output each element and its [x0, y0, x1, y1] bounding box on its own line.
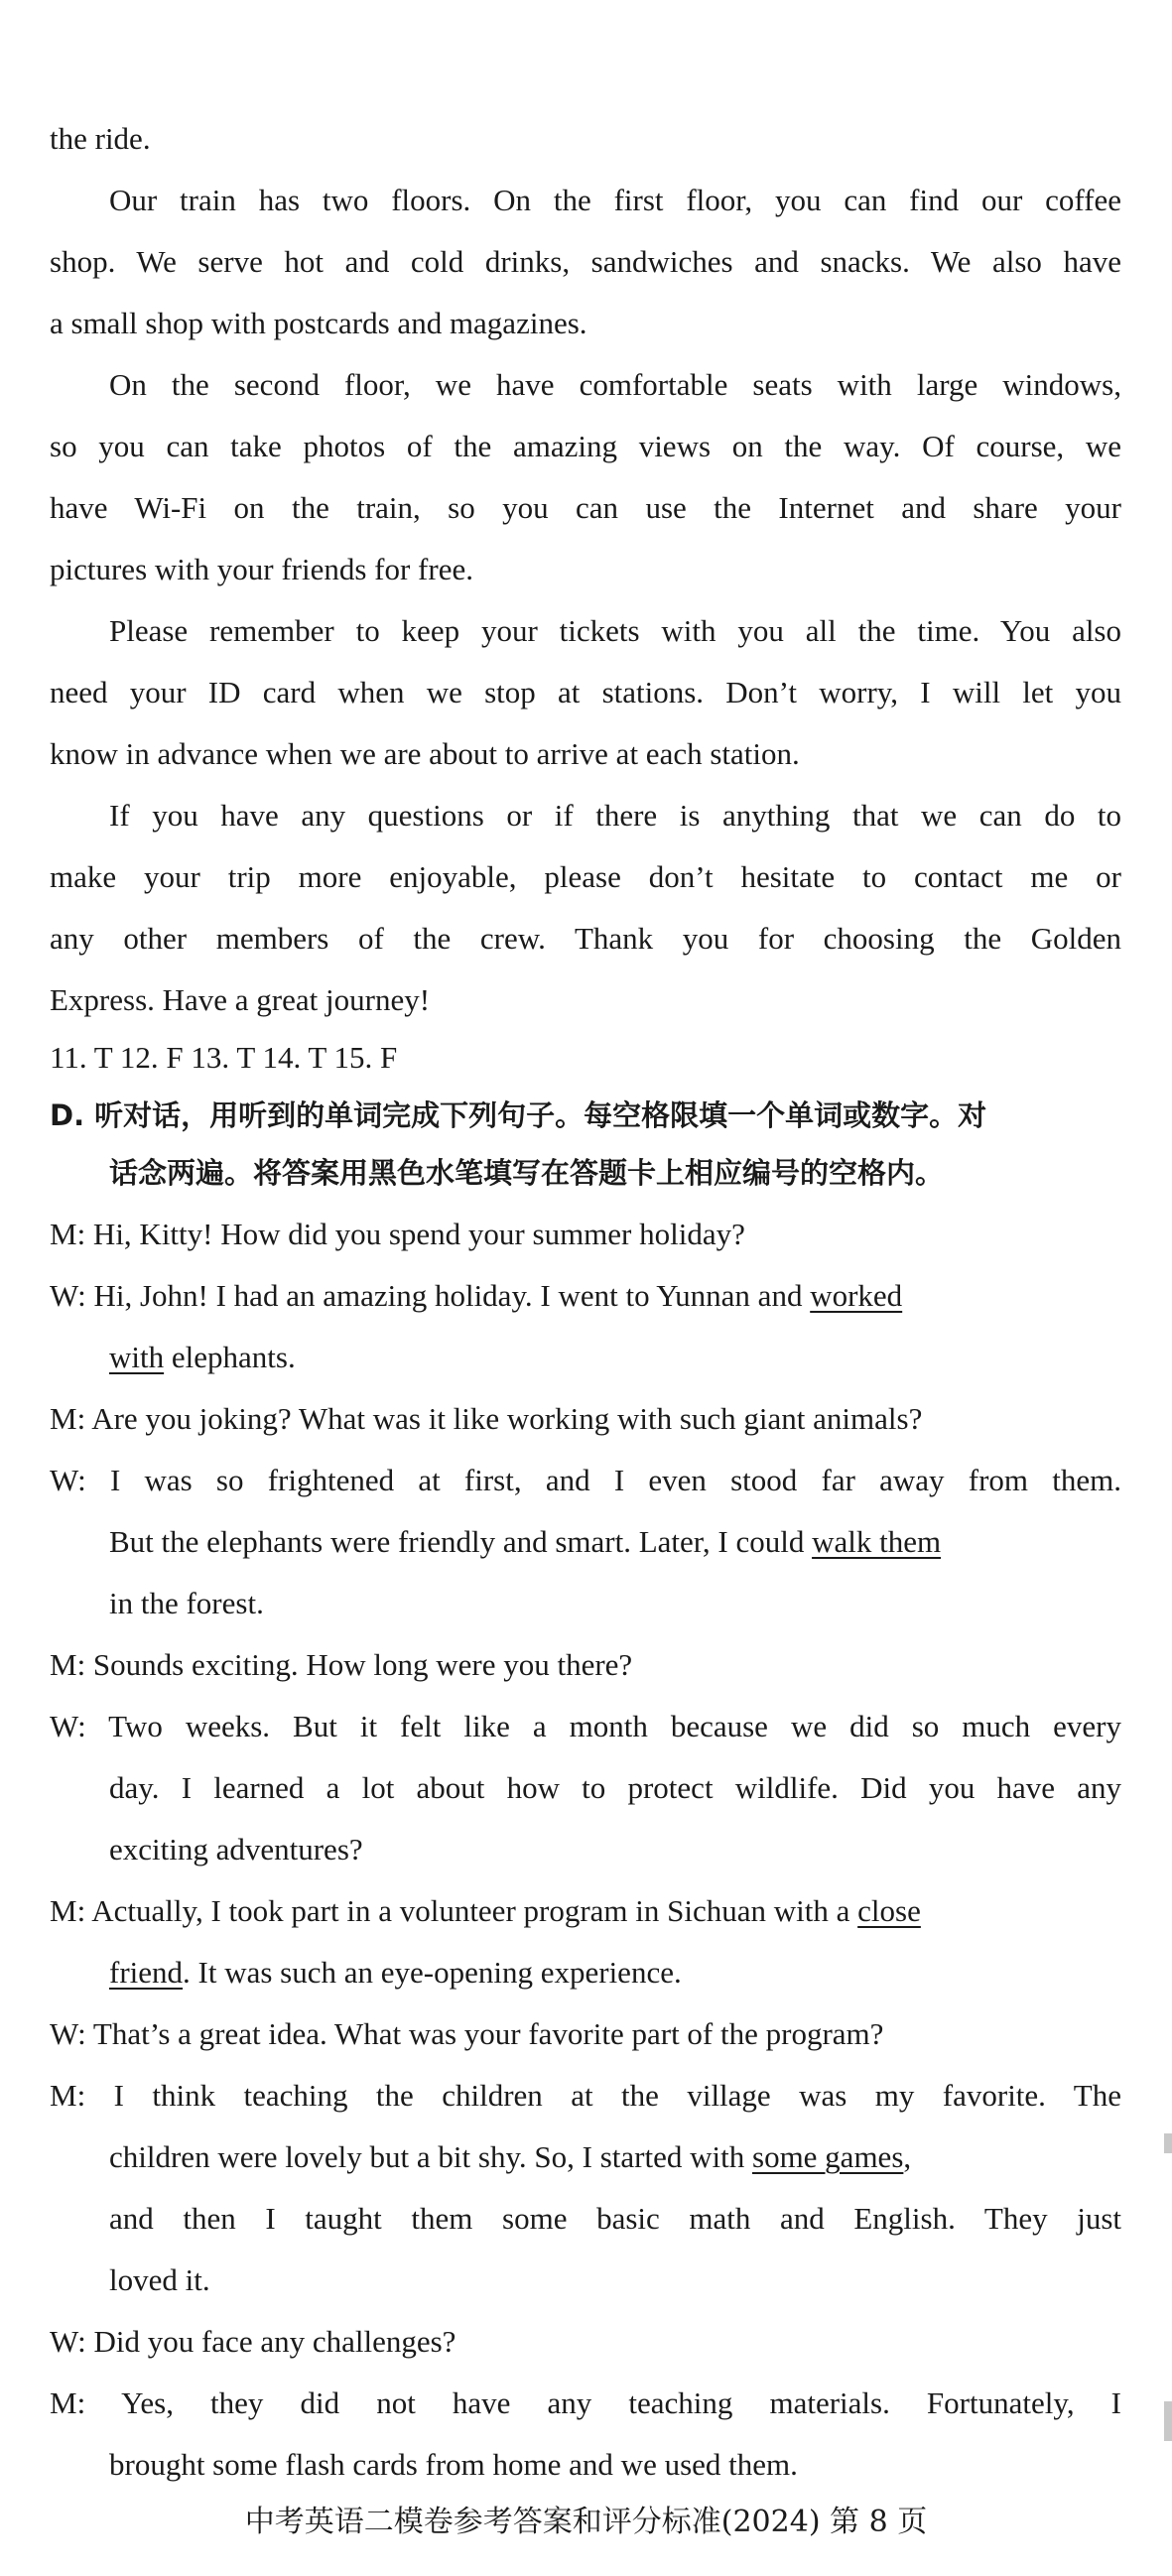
dialogue-line: loved it.	[109, 2262, 210, 2297]
dialogue-line: brought some flash cards from home and we used them.	[109, 2447, 798, 2482]
passage-line: shop. We serve hot and cold drinks, sandwiches and snacks. We also have	[50, 244, 1121, 279]
passage-line: a small shop with postcards and magazines.	[50, 306, 587, 340]
dialogue-text: . It was such an eye-opening experience.	[183, 1955, 682, 1990]
answer-blank: friend	[109, 1955, 184, 1990]
dialogue-line	[109, 1522, 1121, 1562]
dialogue-line: day. I learned a lot about how to protect wildlife. Did you have any	[109, 1770, 1121, 1805]
passage-line: need your ID card when we stop at stations. Don’t worry, I will let you	[50, 675, 1121, 709]
dialogue-line: W: Did you face any challenges?	[50, 2324, 456, 2359]
dialogue-text: ,	[903, 2139, 912, 2174]
dialogue-line: and then I taught them some basic math and English. They just	[109, 2201, 1121, 2236]
dialogue-line: M: Are you joking? What was it like working with such giant animals?	[50, 1401, 923, 1436]
dialogue-text: children were lovely but a bit shy. So, I started with	[109, 2139, 752, 2174]
dialogue-line	[109, 1338, 1121, 1377]
passage-line: Our train has two floors. On the first floor, you can find our coffee	[109, 183, 1121, 217]
dialogue-line: exciting adventures?	[109, 1832, 363, 1867]
dialogue-line: M: Hi, Kitty! How did you spend your summer holiday?	[50, 1217, 745, 1251]
scan-margin-mark	[1164, 2401, 1172, 2441]
passage-line: Please remember to keep your tickets with you all the time. You also	[109, 613, 1121, 648]
dialogue-line: M: Sounds exciting. How long were you there?	[50, 1647, 633, 1682]
section-d-instruction: D. 听对话，用听到的单词完成下列句子。每空格限填一个单词或数字。对	[50, 1098, 987, 1132]
dialogue-line: M: I think teaching the children at the village was my favorite. The	[50, 2078, 1121, 2113]
dialogue-line	[109, 1953, 1121, 1993]
section-d-instruction: 话念两遍。将答案用黑色水笔填写在答题卡上相应编号的空格内。	[109, 1156, 945, 1190]
dialogue-line: W: That’s a great idea. What was your favorite part of the program?	[50, 2016, 884, 2051]
answer-key: 11. T 12. F 13. T 14. T 15. F	[50, 1040, 398, 1075]
dialogue-line: W: Two weeks. But it felt like a month because we did so much every	[50, 1709, 1121, 1743]
dialogue-line	[50, 1276, 1121, 1316]
dialogue-line	[109, 2137, 1121, 2177]
dialogue-text: W: Hi, John! I had an amazing holiday. I went to Yunnan and	[50, 1278, 811, 1313]
passage-line: pictures with your friends for free.	[50, 552, 473, 586]
passage-line: Express. Have a great journey!	[50, 982, 431, 1017]
dialogue-text: M: Actually, I took part in a volunteer program in Sichuan with a	[50, 1893, 858, 1928]
page-footer: 中考英语二模卷参考答案和评分标准(2024) 第 8 页	[244, 2505, 928, 2539]
passage-line: If you have any questions or if there is anything that we can do to	[109, 798, 1121, 833]
answer-blank: with	[109, 1340, 165, 1374]
passage-line: know in advance when we are about to arrive at each station.	[50, 736, 800, 771]
passage-line: make your trip more enjoyable, please don’t hesitate to contact me or	[50, 859, 1121, 894]
passage-line: have Wi-Fi on the train, so you can use the Internet and share your	[50, 490, 1121, 525]
dialogue-line	[50, 1891, 1121, 1931]
dialogue-line: W: I was so frightened at first, and I even stood far away from them.	[50, 1463, 1121, 1497]
passage-line: On the second floor, we have comfortable seats with large windows,	[109, 367, 1121, 402]
answer-blank: close	[857, 1893, 921, 1928]
dialogue-text: elephants.	[164, 1340, 296, 1374]
dialogue-text: But the elephants were friendly and smart. Later, I could	[109, 1524, 813, 1559]
answer-blank: some games	[752, 2139, 904, 2174]
passage-line: so you can take photos of the amazing views on the way. Of course, we	[50, 429, 1121, 463]
answer-blank: worked	[810, 1278, 903, 1313]
passage-line: the ride.	[50, 121, 151, 156]
scan-margin-mark	[1164, 2133, 1172, 2153]
dialogue-line: in the forest.	[109, 1586, 264, 1620]
answer-blank: walk them	[812, 1524, 942, 1559]
passage-line: any other members of the crew. Thank you for choosing the Golden	[50, 921, 1121, 956]
dialogue-line: M: Yes, they did not have any teaching materials. Fortunately, I	[50, 2385, 1121, 2420]
